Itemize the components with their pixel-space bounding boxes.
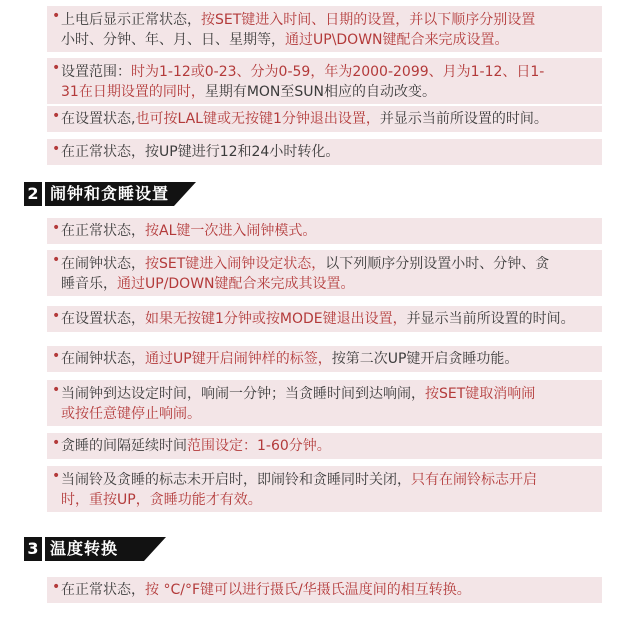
- text-line: [61, 309, 592, 329]
- list-item: [47, 380, 602, 426]
- text-segment: 以下列顺序分别设置小时、分钟、贪: [325, 256, 550, 272]
- text-segment: 小时、分钟、年、月、日、星期等，: [61, 32, 285, 48]
- text-line: [61, 384, 592, 404]
- section-header-tail: [174, 182, 196, 206]
- text-segment: 通过UP/DOWN键配合来完成其设置。: [117, 276, 355, 292]
- list-item: [47, 6, 602, 52]
- bullet-icon: •: [52, 308, 61, 324]
- text-segment: 当闹钟到达设定时间，响闹一分钟；当贪睡时间到达响闹，: [61, 386, 425, 402]
- list-item: [47, 139, 602, 165]
- section-divider: [42, 537, 45, 561]
- list-item: [47, 466, 602, 512]
- section-divider: [42, 182, 45, 206]
- text-segment: 也可按LAL键或无按键1分钟退出设置，: [135, 111, 380, 127]
- text-segment: 在设置状态，: [61, 311, 145, 327]
- list-item: [47, 306, 602, 332]
- text-line: [61, 349, 592, 369]
- bullet-icon: •: [52, 468, 61, 484]
- text-line: [61, 10, 592, 30]
- list-item: [47, 577, 602, 603]
- text-segment: 按SET键进入时间、日期的设置，并以下顺序分别设置: [201, 12, 536, 28]
- text-segment: 按SET键进入闹钟设定状态，: [145, 256, 326, 272]
- text-line: [61, 109, 592, 129]
- text-line: [61, 62, 592, 82]
- section-number: 3: [24, 537, 42, 561]
- section-title: 闹钟和贪睡设置: [50, 184, 170, 203]
- text-line: [61, 580, 592, 600]
- text-segment: 当闹铃及贪睡的标志未开启时，即闹铃和贪睡同时关闭，: [61, 472, 411, 488]
- text-line: [61, 274, 592, 294]
- text-segment: 在设置状态,: [61, 111, 136, 127]
- list-item: [47, 58, 602, 104]
- text-line: [61, 404, 592, 424]
- text-segment: 通过UP键开启闹钟样的标签，: [145, 351, 332, 367]
- text-segment: 贪睡的间隔延续时间: [61, 438, 187, 454]
- bullet-icon: •: [52, 579, 61, 595]
- text-segment: 星期有MON至SUN相应的自动改变。: [204, 84, 437, 100]
- text-line: [61, 254, 592, 274]
- text-segment: 上电后显示正常状态，: [61, 12, 201, 28]
- section-title: 温度转换: [50, 539, 119, 558]
- text-segment: 并显示当前所设置的时间。: [379, 111, 548, 127]
- section-header-alarm: [24, 182, 174, 206]
- text-segment: 范围设定：1-60分钟。: [187, 438, 331, 454]
- bullet-icon: •: [52, 60, 61, 76]
- bullet-icon: •: [52, 108, 61, 124]
- text-segment: 时为1-12或0-23、分为0-59，年为2000-2099、月为1-12、日1-: [131, 64, 545, 80]
- bullet-icon: •: [52, 141, 61, 157]
- text-segment: 按第二次UP键开启贪睡功能。: [331, 351, 519, 367]
- bullet-icon: •: [52, 220, 61, 236]
- text-segment: 在闹钟状态，: [61, 351, 145, 367]
- list-item: [47, 250, 602, 296]
- text-segment: 并显示当前所设置的时间。: [406, 311, 575, 327]
- list-item: [47, 106, 602, 132]
- text-segment: 通过UP\DOWN键配合来完成设置。: [285, 32, 509, 48]
- list-item: [47, 218, 602, 244]
- text-segment: 如果无按键1分钟或按MODE键退出设置，: [145, 311, 407, 327]
- text-segment: 睡音乐，: [61, 276, 117, 292]
- list-item: [47, 346, 602, 372]
- text-segment: 31在日期设置的同时，: [61, 84, 205, 100]
- bullet-icon: •: [52, 435, 61, 451]
- text-segment: 在闹钟状态，: [61, 256, 145, 272]
- text-segment: 按AL键一次进入闹钟模式。: [145, 223, 317, 239]
- bullet-icon: •: [52, 348, 61, 364]
- section-header-temperature: [24, 537, 144, 561]
- bullet-icon: •: [52, 252, 61, 268]
- list-item: [47, 433, 602, 459]
- text-line: [61, 142, 592, 162]
- text-segment: 按 °C/°F键可以进行摄氏/华摄氏温度间的相互转换。: [145, 582, 471, 598]
- text-line: [61, 436, 592, 456]
- text-line: [61, 490, 592, 510]
- text-line: [61, 221, 592, 241]
- section-header-tail: [144, 537, 166, 561]
- bullet-icon: •: [52, 8, 61, 24]
- text-segment: 设置范围：: [61, 64, 131, 80]
- text-line: [61, 82, 592, 102]
- text-line: [61, 30, 592, 50]
- text-segment: 时，重按UP，贪睡功能才有效。: [61, 492, 262, 508]
- text-line: [61, 470, 592, 490]
- text-segment: 按SET键取消响闹: [425, 386, 536, 402]
- text-segment: 在正常状态，: [61, 582, 145, 598]
- text-segment: 只有在闹铃标志开启: [411, 472, 537, 488]
- text-segment: 或按任意键停止响闹。: [61, 406, 201, 422]
- bullet-icon: •: [52, 382, 61, 398]
- text-segment: 在正常状态，按UP键进行12和24小时转化。: [61, 144, 340, 160]
- text-segment: 在正常状态，: [61, 223, 145, 239]
- section-number: 2: [24, 182, 42, 206]
